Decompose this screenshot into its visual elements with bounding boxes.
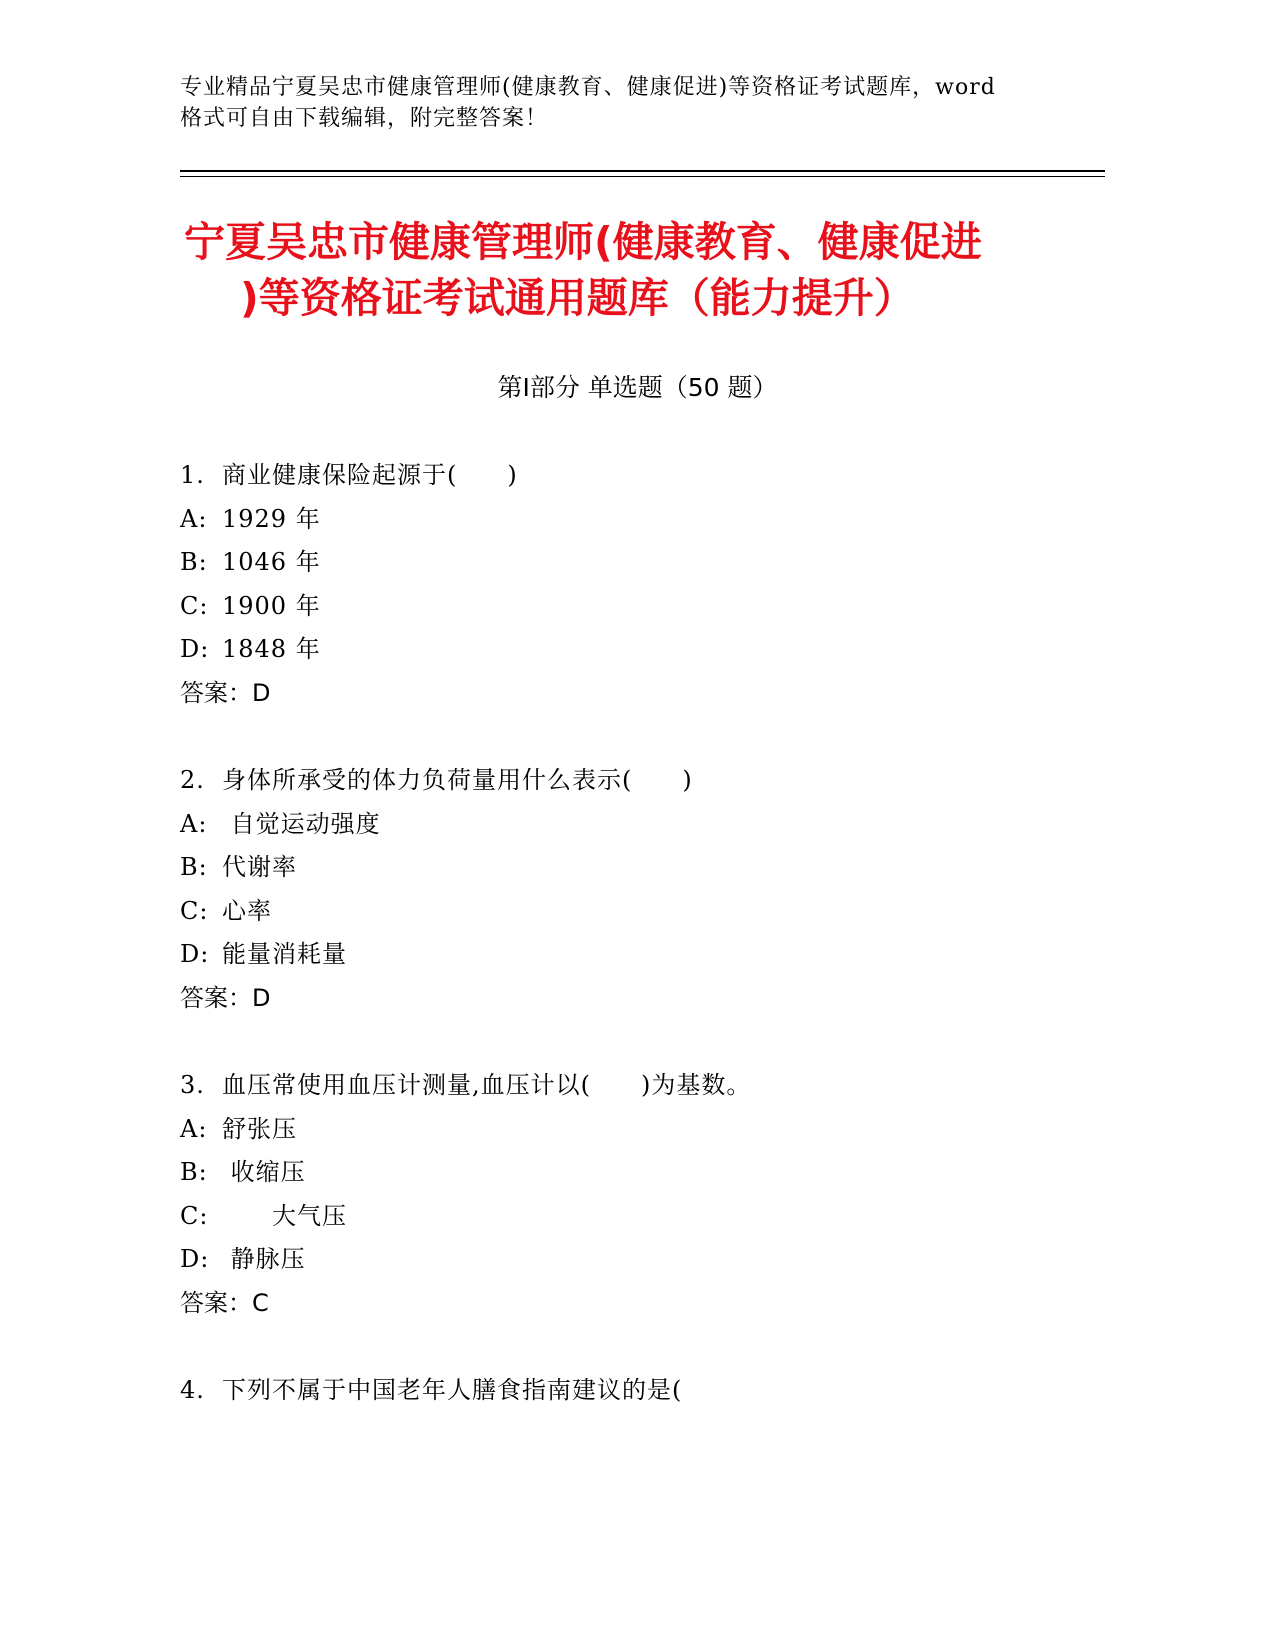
question-text: 血压常使用血压计测量,血压计以( )为基数。 (222, 1071, 752, 1099)
header-rule-thick (180, 170, 1105, 172)
answer (180, 977, 1080, 1021)
answer-label: 答案： (180, 678, 252, 707)
option-text: 大气压 (222, 1201, 347, 1230)
answer-value: D (252, 983, 271, 1012)
option-text: 1900 年 (222, 591, 321, 620)
header-line-2: 格式可自由下载编辑，附完整答案！ (180, 106, 549, 131)
question-text: 下列不属于中国老年人膳食指南建议的是( (222, 1376, 683, 1404)
option-text: 舒张压 (222, 1114, 297, 1143)
header-line-1: 专业精品宁夏吴忠市健康管理师(健康教育、健康促进)等资格证考试题库，word (180, 75, 996, 100)
question-text: 身体所承受的体力负荷量用什么表示( ) (222, 766, 693, 794)
question-number: 4. (180, 1376, 205, 1404)
title-line-1: 宁夏吴忠市健康管理师(健康教育、健康促进 (184, 218, 982, 266)
option-b: B: 1046 年 (180, 548, 321, 576)
question-number: 2. (180, 766, 205, 794)
option-text: 收缩压 (222, 1158, 306, 1186)
answer-value: D (252, 678, 271, 707)
question-1 (180, 454, 1080, 715)
option-c: C: 心率 (180, 896, 272, 925)
option-c: C: 1900 年 (180, 591, 321, 620)
option-b: B: 代谢率 (180, 853, 297, 881)
option-b: B: 收缩压 (180, 1158, 306, 1186)
option-text: 能量消耗量 (222, 940, 347, 968)
page-title (184, 214, 1084, 326)
document-header (180, 72, 1040, 134)
option-text: 1046 年 (222, 548, 321, 576)
option-a: A: 1929 年 (180, 504, 321, 533)
question-2 (180, 759, 1080, 1020)
option-text: 自觉运动强度 (222, 809, 381, 838)
option-text: 1929 年 (222, 504, 321, 533)
question-4 (180, 1369, 1080, 1413)
answer-label: 答案： (180, 983, 252, 1012)
question-text: 商业健康保险起源于( ) (222, 461, 518, 489)
section-heading: 第Ⅰ部分 单选题（50 题） (497, 373, 778, 402)
option-d: D: 静脉压 (180, 1245, 306, 1273)
answer (180, 672, 1080, 716)
option-d: D: 1848 年 (180, 635, 321, 663)
option-a: A: 自觉运动强度 (180, 809, 381, 838)
question-3 (180, 1064, 1080, 1325)
option-a: A: 舒张压 (180, 1114, 297, 1143)
answer-label: 答案： (180, 1288, 252, 1317)
option-text: 心率 (222, 896, 272, 925)
question-number: 1. (180, 461, 205, 489)
header-rule-thin (180, 176, 1105, 177)
option-text: 1848 年 (222, 635, 321, 663)
option-text: 静脉压 (222, 1245, 306, 1273)
option-c: C: 大气压 (180, 1201, 347, 1230)
option-text: 代谢率 (222, 853, 297, 881)
question-number: 3. (180, 1071, 205, 1099)
answer (180, 1282, 1080, 1326)
title-line-2: )等资格证考试通用题库（能力提升） (240, 274, 915, 322)
answer-value: C (252, 1288, 269, 1317)
option-d: D: 能量消耗量 (180, 940, 347, 968)
